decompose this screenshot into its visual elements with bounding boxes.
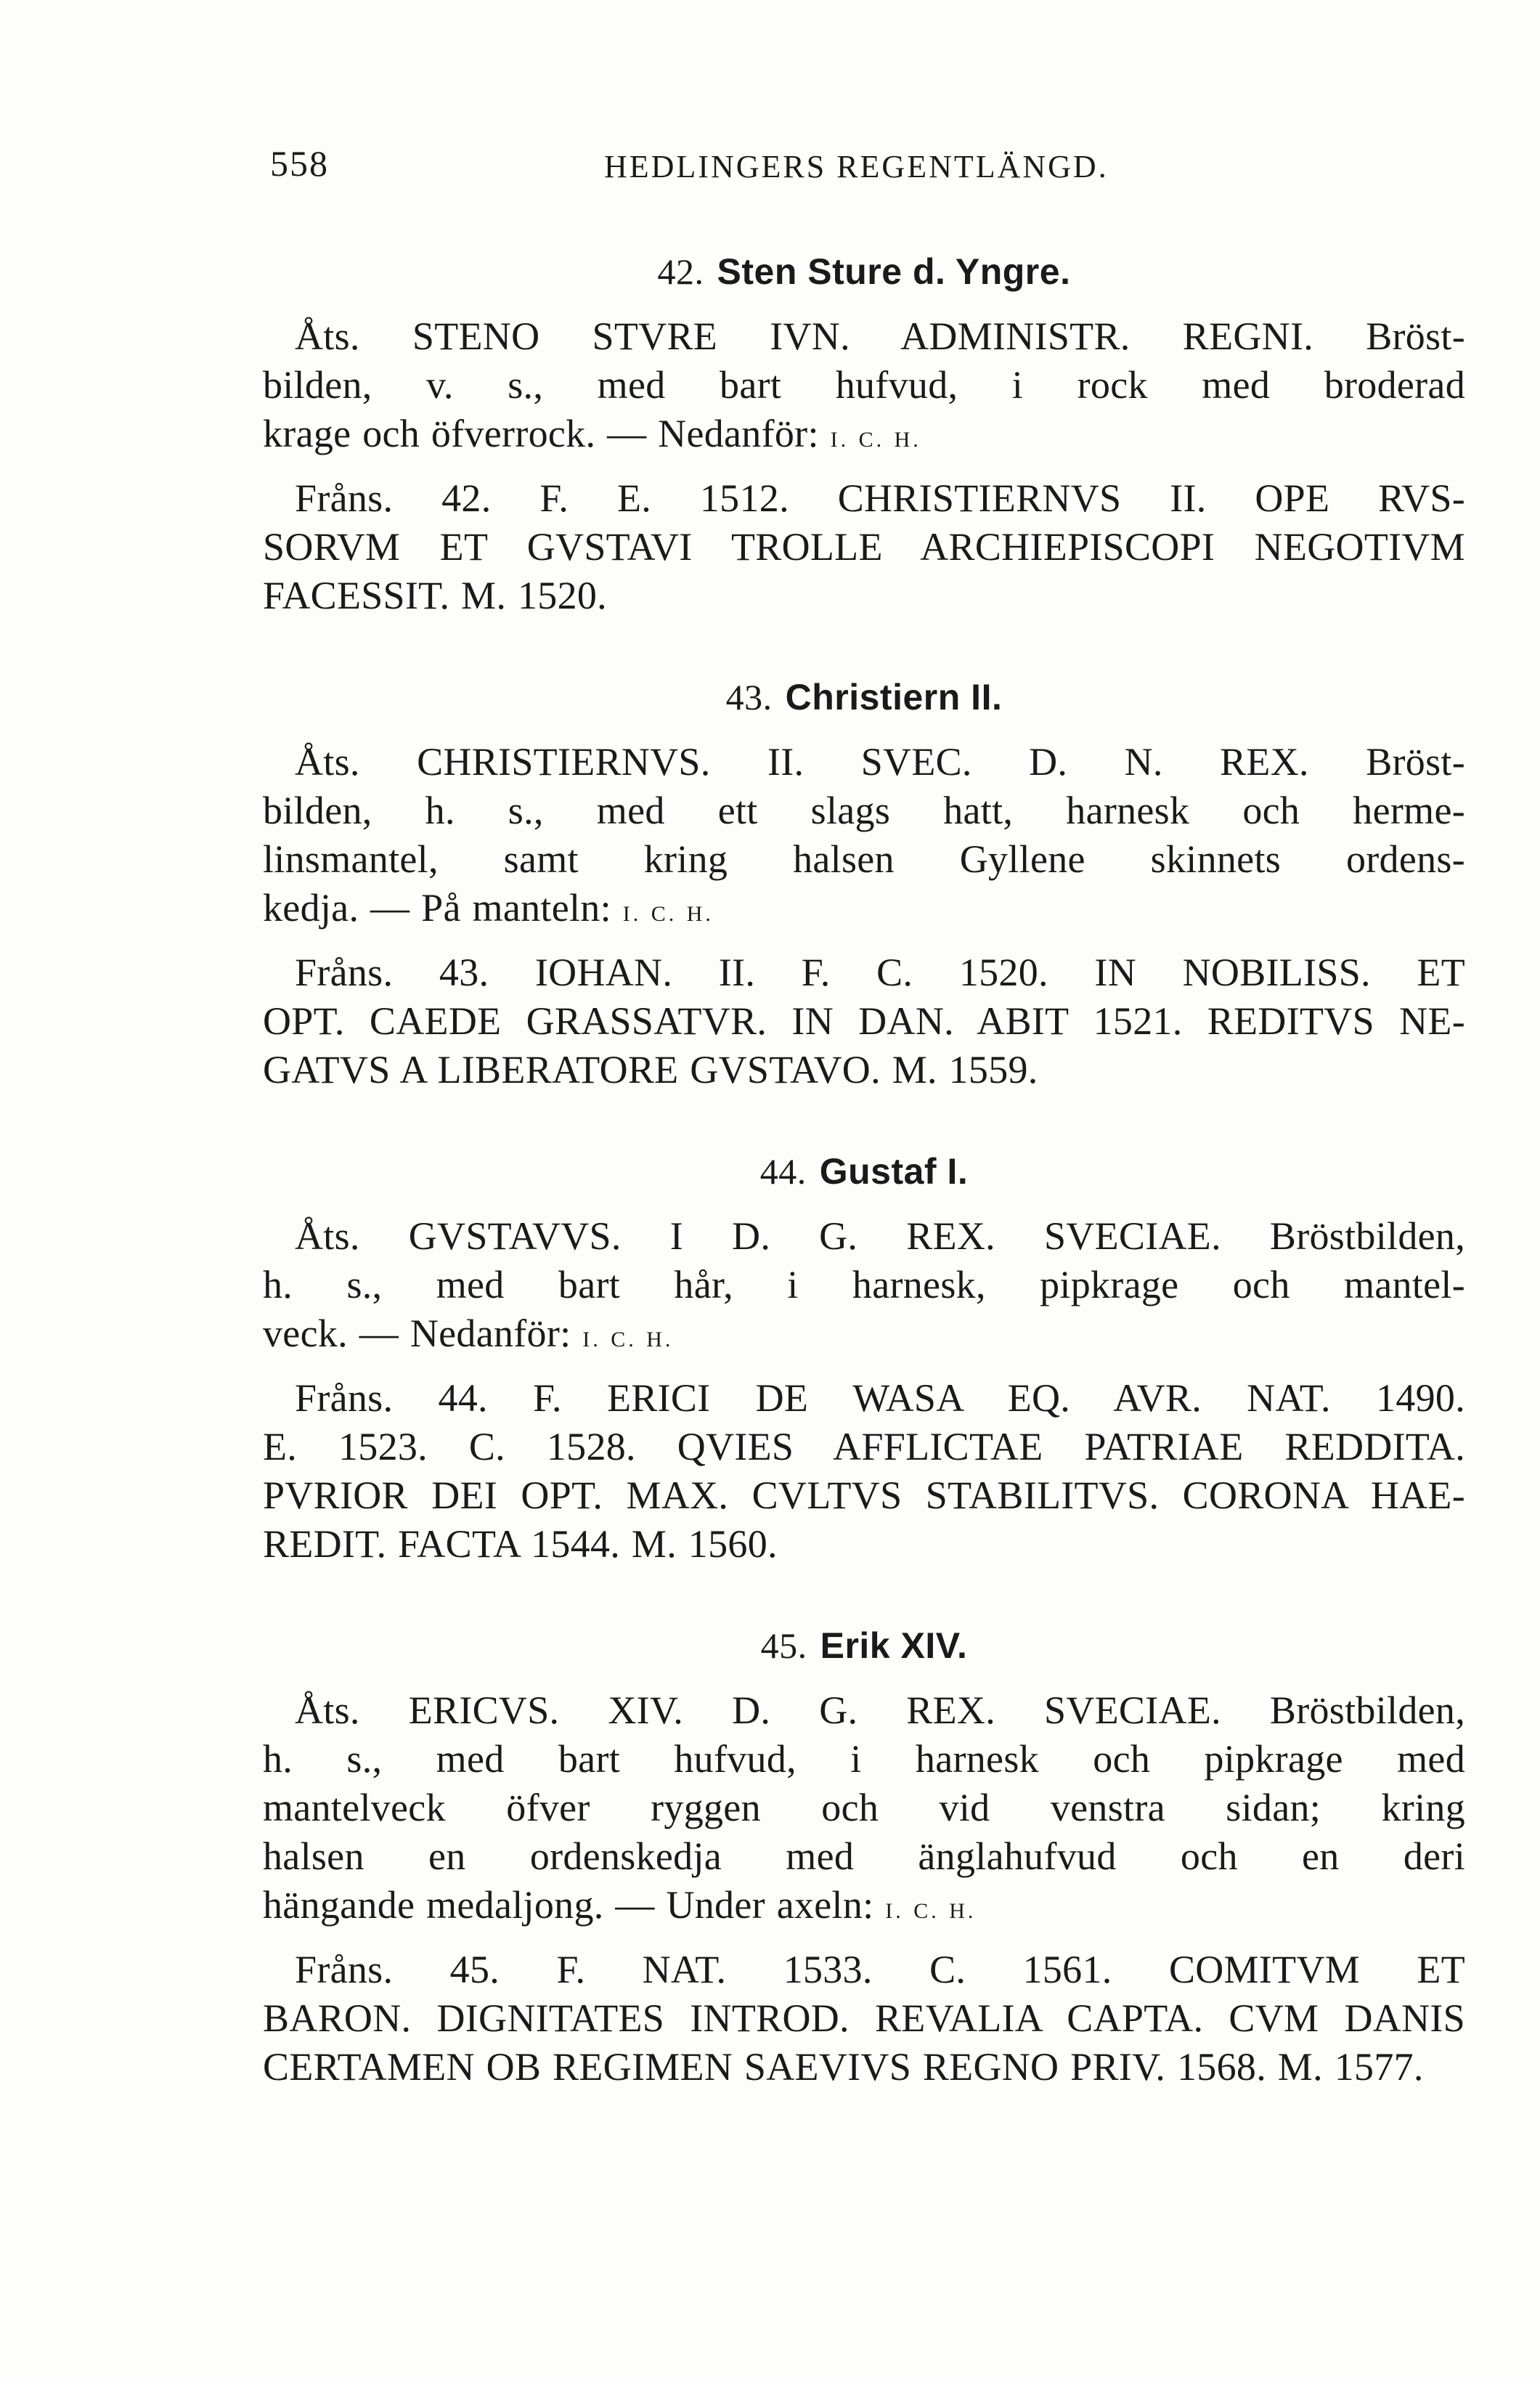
engraver-signature: I. C. H. — [885, 1899, 977, 1923]
obverse-description — [263, 312, 1465, 464]
entry-44 — [263, 1139, 1465, 1569]
engraver-signature: I. C. H. — [622, 902, 714, 926]
entry-number: 42. — [657, 251, 704, 292]
page-body — [263, 240, 1465, 2092]
reverse-description — [263, 474, 1465, 620]
text-line: linsmantel, samt kring halsen Gyllene skinnets ordens- — [263, 837, 1465, 881]
engraver-signature: I. C. H. — [830, 428, 921, 452]
entry-name: Erik XIV. — [820, 1625, 968, 1666]
entry-name: Gustaf I. — [819, 1151, 969, 1192]
entry-heading — [263, 1614, 1465, 1678]
obverse-description — [263, 1212, 1465, 1364]
text-line: h. s., med bart hår, i harnesk, pipkrage och mantel- — [263, 1263, 1465, 1306]
text-line-content: hängande medaljong. — Under axeln: — [263, 1883, 874, 1927]
text-line: Fråns. 43. IOHAN. II. F. C. 1520. IN NOBILISS. ET — [295, 951, 1465, 994]
text-line — [263, 410, 1465, 464]
text-line: FACESSIT. M. 1520. — [263, 574, 607, 617]
text-line: Åts. ERICVS. XIV. D. G. REX. SVECIAE. Bröstbilden, — [295, 1688, 1465, 1732]
reverse-description — [263, 948, 1465, 1094]
text-line: Åts. CHRISTIERNVS. II. SVEC. D. N. REX. Bröst- — [295, 740, 1465, 784]
entry-heading — [263, 1139, 1465, 1203]
text-line: Fråns. 42. F. E. 1512. CHRISTIERNVS II. OPE RVS- — [295, 476, 1465, 520]
text-line-content: kedja. — På manteln: — [263, 886, 611, 930]
engraver-signature: I. C. H. — [582, 1328, 674, 1351]
obverse-description — [263, 1686, 1465, 1935]
text-line: Fråns. 44. F. ERICI DE WASA EQ. AVR. NAT. 1490. — [295, 1376, 1465, 1420]
text-line-content: krage och öfverrock. — Nedanför: — [263, 412, 819, 455]
text-line: bilden, v. s., med bart hufvud, i rock med broderad — [263, 363, 1465, 407]
text-line: h. s., med bart hufvud, i harnesk och pipkrage med — [263, 1737, 1465, 1781]
obverse-description — [263, 738, 1465, 938]
text-line-content: veck. — Nedanför: — [263, 1312, 571, 1355]
text-line: mantelveck öfver ryggen och vid venstra sidan; kring — [263, 1786, 1465, 1829]
running-title: HEDLINGERS REGENTLÄNGD. — [604, 149, 1109, 184]
text-line: Åts. STENO STVRE IVN. ADMINISTR. REGNI. Bröst- — [295, 314, 1465, 358]
entry-number: 43. — [725, 677, 773, 718]
text-line: GATVS A LIBERATORE GVSTAVO. M. 1559. — [263, 1048, 1038, 1092]
text-line: CERTAMEN OB REGIMEN SAEVIVS REGNO PRIV. 1568. M. 1577. — [263, 2045, 1424, 2089]
text-line: E. 1523. C. 1528. QVIES AFFLICTAE PATRIAE REDDITA. — [263, 1425, 1465, 1468]
text-line: OPT. CAEDE GRASSATVR. IN DAN. ABIT 1521. REDITVS NE- — [263, 999, 1465, 1043]
entry-name: Sten Sture d. Yngre. — [717, 251, 1071, 292]
text-line: BARON. DIGNITATES INTROD. REVALIA CAPTA. CVM DANIS — [263, 1996, 1465, 2040]
text-line — [263, 1309, 1465, 1364]
entry-heading — [263, 665, 1465, 729]
text-line — [263, 1881, 1465, 1935]
entry-45 — [263, 1614, 1465, 2092]
entry-heading — [263, 240, 1465, 304]
text-line: bilden, h. s., med ett slags hatt, harnesk och herme- — [263, 789, 1465, 832]
entry-number: 45. — [760, 1625, 807, 1666]
text-line: halsen en ordenskedja med änglahufvud och en deri — [263, 1834, 1465, 1878]
entry-43 — [263, 665, 1465, 1094]
reverse-description — [263, 1946, 1465, 2092]
text-line: Fråns. 45. F. NAT. 1533. C. 1561. COMITVM ET — [295, 1948, 1465, 1991]
running-header — [270, 142, 1461, 189]
entry-42 — [263, 240, 1465, 620]
text-line: PVRIOR DEI OPT. MAX. CVLTVS STABILITVS. CORONA HAE- — [263, 1473, 1465, 1517]
entry-number: 44. — [759, 1151, 807, 1192]
reverse-description — [263, 1374, 1465, 1569]
text-line: SORVM ET GVSTAVI TROLLE ARCHIEPISCOPI NEGOTIVM — [263, 525, 1465, 569]
text-line: Åts. GVSTAVVS. I D. G. REX. SVECIAE. Bröstbilden, — [295, 1214, 1465, 1258]
text-line: REDIT. FACTA 1544. M. 1560. — [263, 1522, 778, 1566]
text-line — [263, 884, 1465, 938]
entry-name: Christiern II. — [785, 677, 1003, 718]
page-number: 558 — [270, 143, 329, 184]
